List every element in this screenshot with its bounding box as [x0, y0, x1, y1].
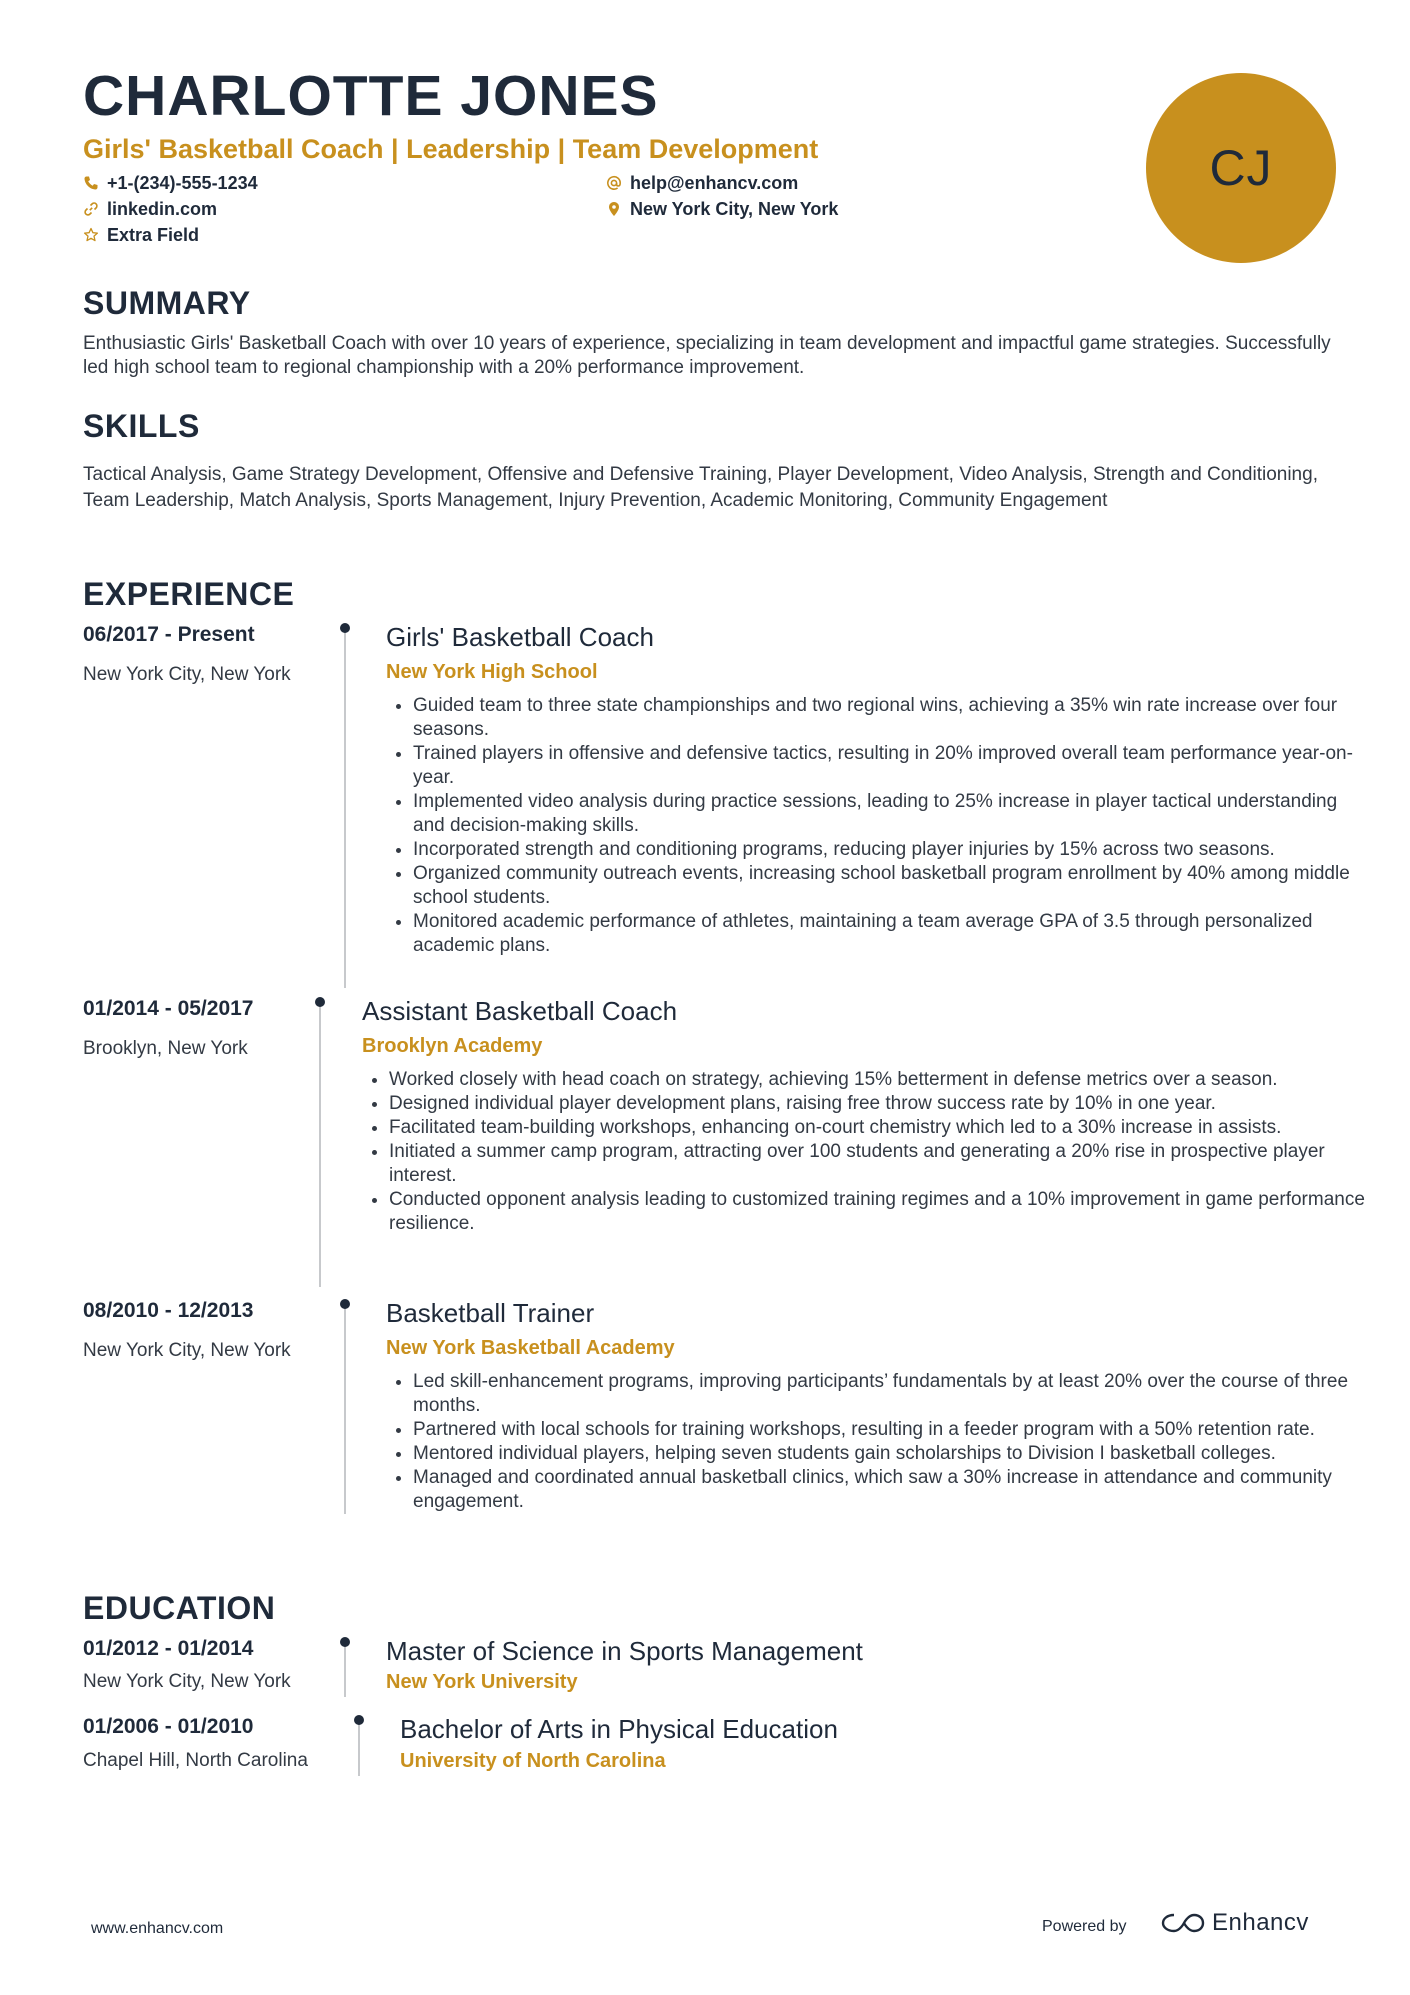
summary-text: Enthusiastic Girls' Basketball Coach with over 10 years of experience, specializing in team development and impactful game strategies. Successfully led high school team to regional championship with a 20% performance improvement. — [83, 333, 1331, 378]
candidate-name: CHARLOTTE JONES — [83, 64, 659, 128]
timeline-dot — [340, 1299, 350, 1309]
contact-email[interactable] — [606, 174, 798, 192]
list-item: • Initiated a summer camp program, attracting over 100 students and generating a 20% rise in prospective player interest. — [389, 1140, 1369, 1188]
education-school: University of North Carolina — [400, 1750, 666, 1772]
experience-role: Assistant Basketball Coach — [362, 996, 678, 1026]
timeline-line — [319, 1002, 321, 1287]
experience-org: New York High School — [386, 661, 598, 683]
experience-location: New York City, New York — [83, 664, 291, 685]
skills-text: Tactical Analysis, Game Strategy Development, Offensive and Defensive Training, Player Development, Video Analysis, Strength and Conditioning, Team Leadership, Match Analysis, Sports Management, Injury Prevention, Academic Monitoring, Community Engagement — [83, 464, 1318, 511]
education-school: New York University — [386, 1671, 578, 1693]
education-degree: Master of Science in Sports Management — [386, 1636, 863, 1666]
location-text: New York City, New York — [630, 199, 839, 219]
timeline-line — [344, 628, 346, 988]
phone-icon — [83, 175, 99, 191]
footer-website-link[interactable]: www.enhancv.com — [91, 1920, 224, 1937]
list-item: • Worked closely with head coach on strategy, achieving 15% betterment in defense metrics over a season. — [389, 1068, 1369, 1092]
list-item: • Led skill-enhancement programs, improving participants’ fundamentals by at least 20% over the course of three months. — [413, 1370, 1363, 1418]
experience-org: Brooklyn Academy — [362, 1035, 543, 1057]
experience-dates: 08/2010 - 12/2013 — [83, 1299, 254, 1322]
avatar-initials: CJ — [1209, 140, 1273, 196]
email-text: help@enhancv.com — [630, 173, 799, 193]
star-icon — [83, 227, 99, 243]
education-title: EDUCATION — [83, 1590, 276, 1626]
list-item: • Guided team to three state championships and two regional wins, achieving a 35% win rate increase over four seasons. — [413, 694, 1363, 742]
timeline-line — [344, 1642, 346, 1697]
summary-title: SUMMARY — [83, 285, 251, 321]
list-item: • Designed individual player development plans, raising free throw success rate by 10% in one year. — [389, 1092, 1369, 1116]
list-item: • Mentored individual players, helping seven students gain scholarships to Division I basketball colleges. — [413, 1442, 1363, 1466]
experience-org: New York Basketball Academy — [386, 1337, 675, 1359]
list-item: • Facilitated team-building workshops, enhancing on-court chemistry which led to a 30% increase in assists. — [389, 1116, 1369, 1140]
location-pin-icon — [606, 201, 622, 217]
list-item: • Implemented video analysis during practice sessions, leading to 25% increase in player tactical understanding and decision-making skills. — [413, 790, 1363, 838]
experience-location: New York City, New York — [83, 1340, 291, 1361]
timeline-dot — [340, 1637, 350, 1647]
contact-phone — [83, 174, 258, 192]
experience-dates: 06/2017 - Present — [83, 623, 255, 646]
timeline-line — [358, 1720, 360, 1776]
list-item: • Monitored academic performance of athletes, maintaining a team average GPA of 3.5 through personalized academic plans. — [413, 910, 1363, 958]
at-icon — [606, 175, 622, 191]
timeline-dot — [340, 623, 350, 633]
timeline-dot — [315, 997, 325, 1007]
education-dates: 01/2012 - 01/2014 — [83, 1637, 254, 1660]
experience-location: Brooklyn, New York — [83, 1038, 248, 1059]
footer-powered-by: Powered by — [1042, 1918, 1127, 1935]
footer-brand-logo[interactable] — [1160, 1909, 1309, 1937]
avatar — [1146, 73, 1336, 263]
education-degree: Bachelor of Arts in Physical Education — [400, 1714, 838, 1744]
timeline-line — [344, 1304, 346, 1514]
skills-title: SKILLS — [83, 408, 200, 444]
experience-bullets — [385, 1370, 1363, 1514]
extra-text: Extra Field — [107, 225, 200, 245]
experience-role: Basketball Trainer — [386, 1298, 595, 1328]
experience-title: EXPERIENCE — [83, 576, 295, 612]
experience-dates: 01/2014 - 05/2017 — [83, 997, 254, 1020]
list-item: • Trained players in offensive and defensive tactics, resulting in 20% improved overall team performance year-on-year. — [413, 742, 1363, 790]
footer-brand-text: Enhancv — [1212, 1909, 1309, 1936]
list-item: • Incorporated strength and conditioning programs, reducing player injuries by 15% across two seasons. — [413, 838, 1363, 862]
education-location: Chapel Hill, North Carolina — [83, 1750, 308, 1771]
contact-location — [606, 200, 838, 218]
list-item: • Partnered with local schools for training workshops, resulting in a feeder program with a 50% retention rate. — [413, 1418, 1363, 1442]
contact-extra — [83, 226, 199, 244]
education-dates: 01/2006 - 01/2010 — [83, 1715, 254, 1738]
linkedin-text: linkedin.com — [107, 199, 218, 219]
education-location: New York City, New York — [83, 1671, 291, 1692]
list-item: • Managed and coordinated annual basketball clinics, which saw a 30% increase in attendance and community engagement. — [413, 1466, 1363, 1514]
enhancv-logo-icon — [1160, 1911, 1206, 1935]
list-item: • Organized community outreach events, increasing school basketball program enrollment by 40% among middle school students. — [413, 862, 1363, 910]
list-item: • Conducted opponent analysis leading to customized training regimes and a 10% improvement in game performance resilience. — [389, 1188, 1369, 1236]
timeline-dot — [354, 1715, 364, 1725]
experience-bullets — [385, 694, 1363, 958]
experience-bullets — [361, 1068, 1369, 1236]
contact-linkedin[interactable] — [83, 200, 217, 218]
headline: Girls' Basketball Coach | Leadership | Team Development — [83, 134, 819, 164]
phone-text: +1-(234)-555-1234 — [107, 173, 258, 193]
link-icon — [83, 201, 99, 217]
experience-role: Girls' Basketball Coach — [386, 622, 654, 652]
